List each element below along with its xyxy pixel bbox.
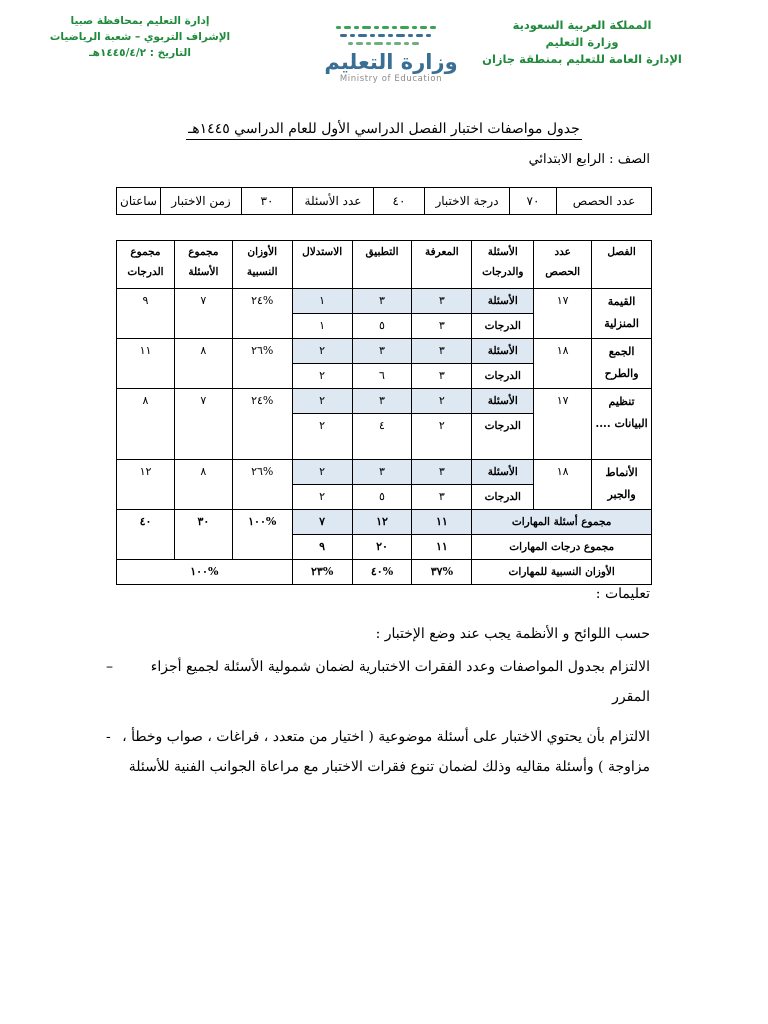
instruction-text: الالتزام بأن يحتوي الاختبار على أسئلة موضوعية ( اختيار من متعدد ، فراغات ، صواب وخطأ ، مزاوجة ) وأسئلة مقاليه وذلك لضمان تنوع فقرات الاختبار مع مراعاة الجوانب الفنية للأسئلة — [122, 729, 650, 775]
ministry-logo — [318, 20, 464, 86]
col-header-knowledge: المعرفة — [412, 241, 472, 289]
skill-weights-label: الأوزان النسبية للمهارات — [472, 560, 652, 585]
grades-label: الدرجات — [472, 364, 534, 389]
bullet-dash: - — [106, 729, 111, 745]
application-grades: ٥ — [352, 314, 412, 339]
chapter-name: الأنماط والجبر — [592, 460, 652, 510]
info-score-label: درجة الاختبار — [425, 188, 510, 215]
chapter-total-questions: ٨ — [174, 460, 232, 510]
chapter-total-grades: ١٢ — [117, 460, 175, 510]
bullet-dash: – — [106, 659, 113, 675]
chapter-weight: %٢٦ — [232, 339, 292, 389]
chapter-name: القيمة المنزلية — [592, 289, 652, 339]
sum-reasoning-questions: ٧ — [292, 510, 352, 535]
header-left-line-3: التاريخ : ١٤٤٥/٤/٢هـ — [89, 47, 191, 59]
header-right-line-1: المملكة العربية السعودية — [512, 18, 652, 32]
col-header-total-grades: مجموع الدرجات — [117, 241, 175, 289]
grand-total-grades: ٤٠ — [117, 510, 175, 560]
knowledge-questions: ٣ — [412, 339, 472, 364]
instructions-intro: حسب اللوائح و الأنظمة يجب عند وضع الإختبار : — [375, 626, 650, 642]
document-title: جدول مواصفات اختبار الفصل الدراسي الأول للعام الدراسي ١٤٤٥هـ — [186, 121, 582, 140]
chapter-total-questions: ٨ — [174, 339, 232, 389]
sum-application-questions: ١٢ — [352, 510, 412, 535]
knowledge-grades: ٢ — [412, 414, 472, 460]
grand-total-questions: ٣٠ — [174, 510, 232, 560]
chapter-total-grades: ٨ — [117, 389, 175, 460]
sum-questions-row — [117, 510, 652, 535]
skill-weights-total: %١٠٠ — [117, 560, 293, 585]
chapter-weight: %٢٦ — [232, 460, 292, 510]
info-duration-label: زمن الاختبار — [161, 188, 242, 215]
header-left-line-2: الإشراف التربوي – شعبة الرياضيات — [49, 31, 231, 43]
knowledge-grades: ٣ — [412, 485, 472, 510]
reasoning-questions: ٢ — [292, 460, 352, 485]
document-title-wrap — [0, 121, 768, 137]
knowledge-weight: %٣٧ — [412, 560, 472, 585]
application-questions: ٣ — [352, 389, 412, 414]
knowledge-grades: ٣ — [412, 314, 472, 339]
instruction-bullet-1 — [106, 652, 650, 712]
reasoning-grades: ٢ — [292, 485, 352, 510]
knowledge-questions: ٢ — [412, 389, 472, 414]
table-row — [117, 289, 652, 314]
table-row — [117, 339, 652, 364]
logo-dots-icon — [318, 20, 464, 50]
table-row — [117, 389, 652, 414]
grades-label: الدرجات — [472, 485, 534, 510]
sum-knowledge-questions: ١١ — [412, 510, 472, 535]
application-grades: ٦ — [352, 364, 412, 389]
sum-application-grades: ٢٠ — [352, 535, 412, 560]
chapter-name: الجمع والطرح — [592, 339, 652, 389]
table-row — [117, 460, 652, 485]
header-left-block — [40, 13, 240, 61]
chapter-total-questions: ٧ — [174, 389, 232, 460]
table-header-row — [117, 241, 652, 289]
col-header-q-and-g: الأسئلة والدرجات — [472, 241, 534, 289]
info-duration-value: ساعتان — [117, 188, 161, 215]
reasoning-questions: ٢ — [292, 339, 352, 364]
reasoning-grades: ١ — [292, 314, 352, 339]
instruction-text: الالتزام بجدول المواصفات وعدد الفقرات الاختبارية لضمان شمولية الأسئلة لجميع أجزاء المقرر — [150, 659, 650, 705]
grades-label: الدرجات — [472, 314, 534, 339]
chapter-total-grades: ٩ — [117, 289, 175, 339]
sum-grades-label: مجموع درجات المهارات — [472, 535, 652, 560]
info-periods-label: عدد الحصص — [557, 188, 652, 215]
reasoning-grades: ٢ — [292, 364, 352, 389]
col-header-reasoning: الاستدلال — [292, 241, 352, 289]
grade-label: الصف : الرابع الابتدائي — [528, 152, 650, 167]
chapter-periods: ١٧ — [534, 389, 592, 460]
application-questions: ٣ — [352, 339, 412, 364]
application-grades: ٤ — [352, 414, 412, 460]
col-header-application: التطبيق — [352, 241, 412, 289]
info-questions-value: ٣٠ — [242, 188, 293, 215]
skill-weights-row — [117, 560, 652, 585]
application-weight: %٤٠ — [352, 560, 412, 585]
col-header-chapter: الفصل — [592, 241, 652, 289]
knowledge-questions: ٣ — [412, 460, 472, 485]
header-left-line-1: إدارة التعليم بمحافظة صبيا — [70, 15, 210, 27]
chapter-total-grades: ١١ — [117, 339, 175, 389]
header-right-line-2: وزارة التعليم — [545, 35, 619, 49]
reasoning-weight: %٢٣ — [292, 560, 352, 585]
sum-knowledge-grades: ١١ — [412, 535, 472, 560]
knowledge-questions: ٣ — [412, 289, 472, 314]
info-periods-value: ٧٠ — [510, 188, 557, 215]
chapter-name: تنظيم البيانات .... — [592, 389, 652, 460]
chapter-periods: ١٨ — [534, 339, 592, 389]
instruction-bullet-2 — [106, 722, 650, 782]
exam-info-table — [116, 187, 652, 215]
chapter-periods: ١٧ — [534, 289, 592, 339]
reasoning-grades: ٢ — [292, 414, 352, 460]
reasoning-questions: ٢ — [292, 389, 352, 414]
sum-questions-label: مجموع أسئلة المهارات — [472, 510, 652, 535]
application-questions: ٣ — [352, 289, 412, 314]
total-weight: %١٠٠ — [232, 510, 292, 560]
questions-label: الأسئلة — [472, 289, 534, 314]
instructions-title: تعليمات : — [595, 586, 650, 602]
exam-info-row — [117, 188, 652, 215]
header-right-line-3: الإدارة العامة للتعليم بمنطقة جازان — [482, 52, 682, 66]
col-header-periods: عدد الحصص — [534, 241, 592, 289]
knowledge-grades: ٣ — [412, 364, 472, 389]
logo-arabic-text: وزارة التعليم — [324, 50, 458, 74]
specifications-table — [116, 240, 652, 585]
chapter-weight: %٢٤ — [232, 289, 292, 339]
chapter-weight: %٢٤ — [232, 389, 292, 460]
info-questions-label: عدد الأسئلة — [293, 188, 374, 215]
header-right-block — [452, 17, 712, 68]
grades-label: الدرجات — [472, 414, 534, 460]
logo-english-text: Ministry of Education — [339, 74, 443, 84]
info-score-value: ٤٠ — [374, 188, 425, 215]
questions-label: الأسئلة — [472, 460, 534, 485]
col-header-total-questions: مجموع الأسئلة — [174, 241, 232, 289]
application-grades: ٥ — [352, 485, 412, 510]
chapter-periods: ١٨ — [534, 460, 592, 510]
chapter-total-questions: ٧ — [174, 289, 232, 339]
questions-label: الأسئلة — [472, 389, 534, 414]
col-header-weights: الأوزان النسبية — [232, 241, 292, 289]
questions-label: الأسئلة — [472, 339, 534, 364]
reasoning-questions: ١ — [292, 289, 352, 314]
application-questions: ٣ — [352, 460, 412, 485]
sum-reasoning-grades: ٩ — [292, 535, 352, 560]
